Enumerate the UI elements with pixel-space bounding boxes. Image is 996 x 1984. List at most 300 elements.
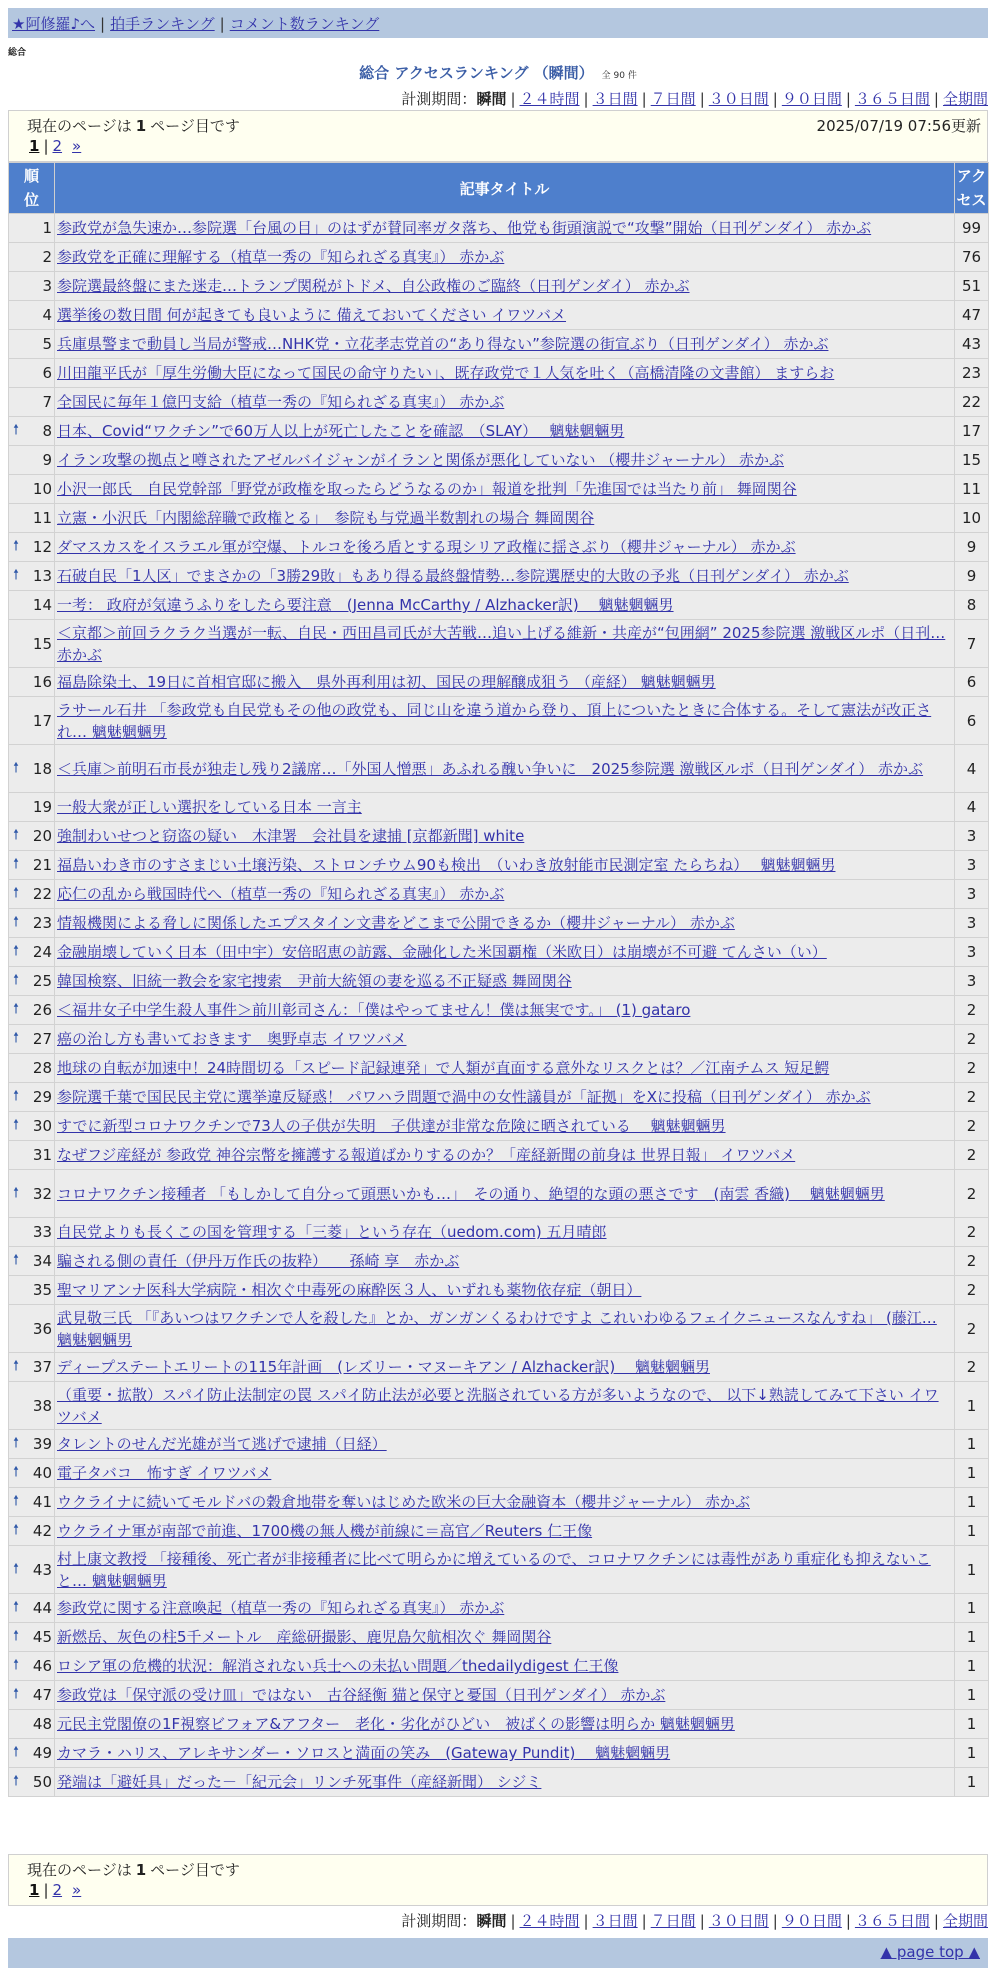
period-option-link[interactable]: ３６５日間 — [854, 90, 930, 108]
rank-up-arrow-icon: 🠕 — [13, 856, 20, 872]
title-cell — [55, 967, 955, 996]
rank-cell — [9, 668, 55, 697]
table-row — [9, 533, 989, 562]
period-option-link[interactable]: ７日間 — [650, 1912, 696, 1930]
rank-up-arrow-icon: 🠕 — [13, 1686, 20, 1702]
rank-up-arrow-icon: 🠕 — [13, 1001, 20, 1017]
access-count: 1 — [955, 1652, 989, 1681]
rank-number: 4 — [42, 306, 52, 324]
article-title-link[interactable]: 癌の治し方も書いておきます 奥野卓志 イワツバメ — [57, 1030, 407, 1048]
rank-cell — [9, 330, 55, 359]
rank-cell — [9, 417, 55, 446]
title-cell — [55, 1247, 955, 1276]
period-option-link[interactable]: ３日間 — [592, 90, 638, 108]
table-row — [9, 1546, 989, 1594]
article-title-link[interactable]: 立憲・小沢氏「内閣総辞職で政権とる」 参院も与党過半数割れの場合 舞岡関谷 — [57, 509, 595, 527]
rank-up-arrow-icon: 🠕 — [13, 1358, 20, 1374]
article-title-link[interactable]: ウクライナ軍が南部で前進、1700機の無人機が前線に＝高官／Reuters 仁王像 — [57, 1522, 593, 1540]
rank-cell — [9, 533, 55, 562]
access-count: 11 — [955, 475, 989, 504]
period-separator: | — [772, 90, 778, 108]
title-cell — [55, 475, 955, 504]
period-option-link[interactable]: ９０日間 — [781, 90, 842, 108]
rank-cell — [9, 938, 55, 967]
rank-cell — [9, 880, 55, 909]
period-separator: | — [510, 1912, 516, 1930]
article-title-link[interactable]: ＜兵庫＞前明石市長が独走し残り2議席…「外国人憎悪」あふれる醜い争いに 2025参院選 激戦区ルポ（日刊ゲンダイ） 赤かぶ — [57, 759, 924, 778]
title-cell — [55, 1430, 955, 1459]
rank-up-arrow-icon: 🠕 — [13, 972, 20, 988]
article-title-link[interactable]: （重要・拡散）スパイ防止法制定の罠 スパイ防止法が必要と洗脳されている方が多いようなので、 以下↓熟読してみて下さい イワツバメ — [57, 1385, 939, 1426]
article-title-link[interactable]: ディープステートエリートの115年計画 (レズリー・マヌーキアン / Alzhacker訳) 魑魅魍魎男 — [57, 1358, 710, 1376]
rank-cell — [9, 793, 55, 822]
page-status-after: ページ目です — [150, 1861, 240, 1879]
article-title-link[interactable]: 武見敬三氏 「『あいつはワクチンで人を殺した』とか、ガンガンくるわけですよ これいわゆるフェイクニュースなんすね」 (藤江… 魑魅魍魎男 — [57, 1308, 937, 1349]
table-row — [9, 1739, 989, 1768]
table-row — [9, 272, 989, 301]
rank-cell — [9, 475, 55, 504]
table-row — [9, 1083, 989, 1112]
table-row — [9, 1681, 989, 1710]
access-count: 2 — [955, 1141, 989, 1170]
table-row — [9, 1218, 989, 1247]
rank-cell — [9, 1459, 55, 1488]
article-title-link[interactable]: 強制わいせつと窃盗の疑い 木津署 会社員を逮捕 [京都新聞] white — [57, 827, 525, 845]
article-title-link[interactable]: ＜福井女子中学生殺人事件＞前川彰司さん：「僕はやってません！僕は無実です。」 (1) gataro — [57, 1001, 691, 1019]
page-top-link[interactable]: ▲ page top ▲ — [880, 1943, 980, 1961]
access-count: 2 — [955, 1353, 989, 1382]
title-cell — [55, 562, 955, 591]
title-cell — [55, 1083, 955, 1112]
article-title-link[interactable]: 福島いわき市のすさまじい土壌汚染、ストロンチウム90も検出 （いわき放射能市民測定室 たらちね） 魑魅魍魎男 — [57, 856, 836, 874]
rank-number: 20 — [32, 827, 52, 845]
article-title-link[interactable]: 石破自民「1人区」でまさかの「3勝29敗」もあり得る最終盤情勢…参院選歴史的大敗の予兆（日刊ゲンダイ） 赤かぶ — [57, 567, 849, 585]
title-cell — [55, 1488, 955, 1517]
table-row — [9, 1141, 989, 1170]
access-count: 1 — [955, 1546, 989, 1594]
period-current: 瞬間 — [476, 1912, 507, 1930]
title-cell — [55, 1652, 955, 1681]
rank-up-arrow-icon: 🠕 — [13, 1522, 20, 1538]
access-count: 51 — [955, 272, 989, 301]
rank-cell — [9, 1681, 55, 1710]
article-title-link[interactable]: 参院選最終盤にまた迷走…トランプ関税がトドメ、自公政権のご臨終（日刊ゲンダイ） 赤かぶ — [57, 277, 690, 295]
title-cell — [55, 620, 955, 668]
title-cell — [55, 1594, 955, 1623]
title-cell — [55, 1768, 955, 1797]
title-cell — [55, 388, 955, 417]
access-count: 1 — [955, 1739, 989, 1768]
rank-cell — [9, 1517, 55, 1546]
title-cell — [55, 1025, 955, 1054]
rank-cell — [9, 388, 55, 417]
title-cell — [55, 591, 955, 620]
col-title-header: 記事タイトル — [55, 163, 955, 214]
table-row — [9, 475, 989, 504]
rank-number: 23 — [32, 914, 52, 932]
period-separator: | — [933, 1912, 939, 1930]
title-cell — [55, 243, 955, 272]
home-link[interactable]: ★阿修羅♪へ — [12, 15, 96, 33]
rank-up-arrow-icon: 🠕 — [13, 1628, 20, 1644]
article-title-link[interactable]: 自民党よりも長くこの国を管理する「三菱」という存在（uedom.com) 五月晴郎 — [57, 1223, 607, 1241]
access-count: 2 — [955, 1025, 989, 1054]
rank-cell — [9, 851, 55, 880]
rank-number: 13 — [32, 567, 52, 585]
rank-up-arrow-icon: 🠕 — [13, 1030, 20, 1046]
rank-number: 30 — [32, 1117, 52, 1135]
title-cell — [55, 1218, 955, 1247]
page-status-before: 現在のページは — [27, 117, 132, 135]
access-count: 9 — [955, 562, 989, 591]
rank-up-arrow-icon: 🠕 — [13, 1184, 20, 1201]
rank-cell — [9, 1710, 55, 1739]
rank-cell — [9, 446, 55, 475]
rank-up-arrow-icon: 🠕 — [13, 1657, 20, 1673]
rank-cell — [9, 1382, 55, 1430]
rank-number: 12 — [32, 538, 52, 556]
title-cell — [55, 1517, 955, 1546]
page-2-link[interactable]: 2 — [52, 137, 63, 155]
article-title-link[interactable]: 参政党を正確に理解する（植草一秀の『知られざる真実』） 赤かぶ — [57, 248, 505, 266]
rank-cell — [9, 214, 55, 243]
title-cell — [55, 1353, 955, 1382]
access-count: 9 — [955, 533, 989, 562]
rank-cell — [9, 504, 55, 533]
period-separator: | — [933, 90, 939, 108]
title-cell — [55, 1276, 955, 1305]
article-title-link[interactable]: イラン攻撃の拠点と噂されたアゼルバイジャンがイランと関係が悪化していない （櫻井ジャーナル） 赤かぶ — [57, 451, 784, 469]
article-title-link[interactable]: ウクライナに続いてモルドバの穀倉地帯を奪いはじめた欧米の巨大金融資本（櫻井ジャーナル） 赤かぶ — [57, 1493, 750, 1511]
table-row — [9, 1652, 989, 1681]
rank-number: 3 — [42, 277, 52, 295]
access-count: 47 — [955, 301, 989, 330]
title-cell — [55, 822, 955, 851]
col-rank-header — [9, 163, 55, 214]
title-cell — [55, 1459, 955, 1488]
article-title-link[interactable]: 電子タバコ 怖すぎ イワツバメ — [57, 1464, 272, 1482]
article-title-link[interactable]: 地球の自転が加速中！24時間切る「スピード記録連発」で人類が直面する意外なリスクとは？／江南チムス 短足鰐 — [57, 1059, 830, 1077]
period-option-link[interactable]: 全期間 — [942, 1912, 988, 1930]
article-title-link[interactable]: 参政党が急失速か…参院選「台風の目」のはずが賛同率ガタ落ち、他党も街頭演説で“攻撃”開始（日刊ゲンダイ） 赤かぶ — [57, 219, 872, 237]
table-row — [9, 1305, 989, 1353]
article-title-link[interactable]: ロシア軍の危機的状況：解消されない兵士への未払い問題／thedailydigest 仁王像 — [57, 1657, 619, 1675]
rank-cell — [9, 243, 55, 272]
access-count: 2 — [955, 1247, 989, 1276]
article-title-link[interactable]: ダマスカスをイスラエル軍が空爆、トルコを後ろ盾とする現シリア政権に揺さぶり（櫻井ジャーナル） 赤かぶ — [57, 538, 796, 556]
table-row — [9, 880, 989, 909]
period-separator: | — [699, 90, 705, 108]
article-title-link[interactable]: 小沢一郎氏 自民党幹部「野党が政権を取ったらどうなるのか」報道を批判「先進国では当たり前」 舞岡関谷 — [57, 480, 797, 498]
period-separator: | — [583, 1912, 589, 1930]
period-option-link[interactable]: ２４時間 — [519, 1912, 580, 1930]
rank-cell — [9, 591, 55, 620]
rank-cell — [9, 1141, 55, 1170]
table-row — [9, 745, 989, 793]
rank-up-arrow-icon: 🠕 — [13, 827, 20, 843]
page-status-number: 1 — [135, 1861, 147, 1879]
page-nav — [29, 1881, 81, 1899]
rank-number: 28 — [32, 1059, 52, 1077]
table-row — [9, 1594, 989, 1623]
rank-cell — [9, 745, 55, 793]
access-count: 1 — [955, 1459, 989, 1488]
article-title-link[interactable]: 選挙後の数日間 何が起きても良いように 備えておいてください イワツバメ — [57, 306, 567, 324]
article-title-link[interactable]: ラサール石井 「参政党も自民党もその他の政党も、同じ山を違う道から登り、頂上についたときに合体する。そして憲法が改正され… 魑魅魍魎男 — [57, 700, 932, 741]
article-title-link[interactable]: 全国民に毎年１億円支給（植草一秀の『知られざる真実』） 赤かぶ — [57, 393, 505, 411]
article-title-link[interactable]: なぜフジ産経が 参政党 神谷宗幣を擁護する報道ばかりするのか？「産経新聞の前身は 世界日報」 イワツバメ — [57, 1146, 796, 1164]
next-page-link[interactable]: » — [72, 1881, 82, 1899]
title-cell — [55, 1112, 955, 1141]
rank-number: 10 — [32, 480, 52, 498]
table-row — [9, 996, 989, 1025]
title-cell — [55, 938, 955, 967]
rank-number: 49 — [32, 1744, 52, 1762]
rank-up-arrow-icon: 🠕 — [13, 422, 20, 438]
rank-number: 35 — [32, 1281, 52, 1299]
article-title-link[interactable]: 川田龍平氏が「厚生労働大臣になって国民の命守りたい」、既存政党で１人気を吐く（高橋清隆の文書館） ますらお — [57, 364, 835, 382]
table-row — [9, 909, 989, 938]
rank-number: 18 — [32, 759, 52, 778]
table-row — [9, 301, 989, 330]
rank-cell — [9, 620, 55, 668]
access-count: 2 — [955, 1054, 989, 1083]
article-title-link[interactable]: 参政党は「保守派の受け皿」ではない 古谷経衡 猫と保守と憂国（日刊ゲンダイ） 赤かぶ — [57, 1686, 666, 1704]
title-cell — [55, 1141, 955, 1170]
rank-up-arrow-icon: 🠕 — [13, 1464, 20, 1480]
article-title-link[interactable]: ＜京都＞前回ラクラク当選が一転、自民・西田昌司氏が大苦戦…追い上げる維新・共産が“包囲網” 2025参院選 激戦区ルポ（日刊… 赤かぶ — [57, 623, 946, 664]
access-count: 2 — [955, 1276, 989, 1305]
table-row — [9, 1430, 989, 1459]
rank-number: 9 — [42, 451, 52, 469]
rank-cell — [9, 1083, 55, 1112]
rank-number: 27 — [32, 1030, 52, 1048]
access-count: 1 — [955, 1594, 989, 1623]
article-title-link[interactable]: 金融崩壊していく日本（田中宇）安倍昭恵の訪露、金融化した米国覇権（米欧日）は崩壊が不可避 てんさい（い） — [57, 943, 827, 961]
page-2-link[interactable]: 2 — [52, 1881, 63, 1899]
access-count: 3 — [955, 938, 989, 967]
period-option-link[interactable]: ３６５日間 — [854, 1912, 930, 1930]
rank-up-arrow-icon: 🠕 — [13, 1599, 20, 1615]
rank-number: 15 — [32, 634, 52, 653]
period-option-link[interactable]: ３日間 — [592, 1912, 638, 1930]
rank-number: 50 — [32, 1773, 52, 1791]
table-row — [9, 388, 989, 417]
rank-number: 8 — [42, 422, 52, 440]
article-title-link[interactable]: カマラ・ハリス、アレキサンダー・ソロスと満面の笑み (Gateway Pundit) 魑魅魍魎男 — [57, 1744, 671, 1762]
rank-up-arrow-icon: 🠕 — [13, 1773, 20, 1789]
rank-number: 5 — [42, 335, 52, 353]
rank-up-arrow-icon: 🠕 — [13, 1560, 20, 1577]
access-count: 3 — [955, 880, 989, 909]
period-separator: | — [583, 90, 589, 108]
period-option-link[interactable]: ３０日間 — [708, 90, 769, 108]
access-count: 3 — [955, 822, 989, 851]
access-count: 8 — [955, 591, 989, 620]
article-title-link[interactable]: 聖マリアンナ医科大学病院・相次ぐ中毒死の麻酔医３人、いずれも薬物依存症（朝日） — [57, 1281, 642, 1299]
access-count: 22 — [955, 388, 989, 417]
rank-up-arrow-icon: 🠕 — [13, 1252, 20, 1268]
table-row — [9, 359, 989, 388]
rank-up-arrow-icon: 🠕 — [13, 1435, 20, 1451]
bottom-bar — [8, 1938, 988, 1968]
rank-number: 37 — [32, 1358, 52, 1376]
article-title-link[interactable]: コロナワクチン接種者 「もしかして自分って頭悪いかも…」 その通り、絶望的な頭の悪さです (南雲 香織) 魑魅魍魎男 — [57, 1184, 885, 1203]
access-count: 4 — [955, 745, 989, 793]
title-cell — [55, 272, 955, 301]
article-title-link[interactable]: 参政党に関する注意喚起（植草一秀の『知られざる真実』） 赤かぶ — [57, 1599, 505, 1617]
access-count: 15 — [955, 446, 989, 475]
rank-number: 31 — [32, 1146, 52, 1164]
access-count: 1 — [955, 1430, 989, 1459]
period-option-link[interactable]: ７日間 — [650, 90, 696, 108]
title-cell — [55, 214, 955, 243]
article-title-link[interactable]: すでに新型コロナワクチンで73人の子供が失明 子供達が非常な危険に晒されている 魑魅魍魎男 — [57, 1117, 726, 1135]
rank-cell — [9, 1276, 55, 1305]
rank-number: 43 — [32, 1560, 52, 1579]
page-nav-separator: | — [43, 1881, 49, 1899]
access-count: 1 — [955, 1710, 989, 1739]
rank-up-arrow-icon: 🠕 — [13, 943, 20, 959]
comment-ranking-link[interactable]: コメント数ランキング — [229, 15, 380, 33]
rank-number: 2 — [42, 248, 52, 266]
title-cell — [55, 697, 955, 745]
nav-separator: | — [100, 15, 106, 33]
article-title-link[interactable]: 発端は「避妊具」だった－「紀元会」リンチ死事件（産経新聞） シジミ — [57, 1773, 542, 1791]
access-count: 1 — [955, 1681, 989, 1710]
title-cell — [55, 446, 955, 475]
table-row — [9, 1247, 989, 1276]
page-status — [27, 1859, 240, 1880]
clap-ranking-link[interactable]: 拍手ランキング — [110, 15, 215, 33]
table-row — [9, 1054, 989, 1083]
table-row — [9, 793, 989, 822]
article-title-link[interactable]: 参院選千葉で国民民主党に選挙違反疑惑！ パワハラ問題で渦中の女性議員が「証拠」をXに投稿（日刊ゲンダイ） 赤かぶ — [57, 1088, 871, 1106]
rank-cell — [9, 272, 55, 301]
rank-cell — [9, 1488, 55, 1517]
rank-number: 7 — [42, 393, 52, 411]
table-row — [9, 214, 989, 243]
rank-cell — [9, 697, 55, 745]
period-selector-bottom — [401, 1910, 988, 1931]
rank-up-arrow-icon: 🠕 — [13, 1744, 20, 1760]
table-row — [9, 620, 989, 668]
rank-number: 24 — [32, 943, 52, 961]
article-title-link[interactable]: タレントのせんだ光雄が当て逃げで逮捕（日経） — [57, 1435, 387, 1453]
rank-cell — [9, 909, 55, 938]
rank-number: 48 — [32, 1715, 52, 1733]
article-title-link[interactable]: 村上康文教授 「接種後、死亡者が非接種者に比べて明らかに増えているので、コロナワクチンには毒性があり重症化も抑えないこと… 魑魅魍魎男 — [57, 1549, 931, 1590]
access-count: 7 — [955, 620, 989, 668]
period-option-link[interactable]: ９０日間 — [781, 1912, 842, 1930]
ranking-title: 総合 アクセスランキング （瞬間） — [359, 64, 594, 82]
pager-top — [8, 110, 988, 162]
period-separator: | — [772, 1912, 778, 1930]
rank-up-arrow-icon: 🠕 — [13, 885, 20, 901]
top-nav-links — [12, 13, 379, 34]
article-title-link[interactable]: 元民主党閣僚の1F視察ビフォア&アフター 老化・劣化がひどい 被ばくの影響は明らか 魑魅魍魎男 — [57, 1715, 735, 1733]
rank-cell — [9, 1025, 55, 1054]
title-cell — [55, 1739, 955, 1768]
title-cell — [55, 668, 955, 697]
table-header — [9, 163, 989, 214]
rank-number: 25 — [32, 972, 52, 990]
rank-number: 14 — [32, 596, 52, 614]
period-current: 瞬間 — [476, 90, 507, 108]
rank-number: 42 — [32, 1522, 52, 1540]
title-cell — [55, 1170, 955, 1218]
title-cell — [55, 1681, 955, 1710]
access-count: 1 — [955, 1488, 989, 1517]
title-cell — [55, 533, 955, 562]
access-count: 3 — [955, 851, 989, 880]
period-label: 計測期間： — [401, 90, 477, 108]
access-count: 99 — [955, 214, 989, 243]
rank-cell — [9, 1768, 55, 1797]
title-cell — [55, 359, 955, 388]
access-count: 6 — [955, 668, 989, 697]
title-cell — [55, 301, 955, 330]
rank-number: 38 — [32, 1396, 52, 1415]
rank-cell — [9, 1218, 55, 1247]
table-row — [9, 668, 989, 697]
title-cell — [55, 745, 955, 793]
article-title-link[interactable]: 騙される側の責任（伊丹万作氏の抜粋） 孫崎 享 赤かぶ — [57, 1252, 460, 1270]
next-page-link[interactable]: » — [72, 137, 82, 155]
rank-number: 40 — [32, 1464, 52, 1482]
table-row — [9, 1276, 989, 1305]
table-row — [9, 1112, 989, 1141]
rank-cell — [9, 996, 55, 1025]
article-title-link[interactable]: 一般大衆が正しい選択をしている日本 一言主 — [57, 798, 362, 816]
table-row — [9, 967, 989, 996]
article-title-link[interactable]: 日本、Covid“ワクチン”で60万人以上が死亡したことを確認 （SLAY） 魑魅魍魎男 — [57, 422, 625, 440]
page-status — [27, 115, 240, 136]
table-row — [9, 851, 989, 880]
rank-number: 47 — [32, 1686, 52, 1704]
table-row — [9, 1488, 989, 1517]
article-title-link[interactable]: 一考： 政府が気違うふりをしたら要注意 (Jenna McCarthy / Alzhacker訳) 魑魅魍魎男 — [57, 596, 674, 614]
article-title-link[interactable]: 応仁の乱から戦国時代へ（植草一秀の『知られざる真実』） 赤かぶ — [57, 885, 505, 903]
table-row — [9, 591, 989, 620]
rank-number: 1 — [42, 219, 52, 237]
current-page: 1 — [29, 1881, 40, 1899]
page-status-before: 現在のページは — [27, 1861, 132, 1879]
access-count: 1 — [955, 1768, 989, 1797]
rank-number: 33 — [32, 1223, 52, 1241]
article-title-link[interactable]: 福島除染土、19日に首相官邸に搬入 県外再利用は初、国民の理解醸成狙う （産経） 魑魅魍魎男 — [57, 673, 716, 691]
article-title-link[interactable]: 情報機関による脅しに関係したエプスタイン文書をどこまで公開できるか（櫻井ジャーナル） 赤かぶ — [57, 914, 735, 932]
board-label: 総合 — [8, 48, 27, 58]
title-cell — [55, 1054, 955, 1083]
rank-number: 19 — [32, 798, 52, 816]
article-title-link[interactable]: 新燃岳、灰色の柱5千メートル 産総研撮影、鹿児島欠航相次ぐ 舞岡関谷 — [57, 1628, 552, 1646]
period-separator: | — [845, 90, 851, 108]
access-count: 17 — [955, 417, 989, 446]
article-title-link[interactable]: 韓国検察、旧統一教会を家宅捜索 尹前大統領の妻を巡る不正疑惑 舞岡関谷 — [57, 972, 572, 990]
rank-number: 34 — [32, 1252, 52, 1270]
article-title-link[interactable]: 兵庫県警まで動員し当局が警戒…NHK党・立花孝志党首の“あり得ない”参院選の街宣ぶり（日刊ゲンダイ） 赤かぶ — [57, 335, 829, 353]
rank-number: 26 — [32, 1001, 52, 1019]
title-cell — [55, 1305, 955, 1353]
col-access-header — [955, 163, 989, 214]
rank-up-arrow-icon: 🠕 — [13, 759, 20, 776]
rank-cell — [9, 359, 55, 388]
period-option-link[interactable]: ３０日間 — [708, 1912, 769, 1930]
period-option-link[interactable]: ２４時間 — [519, 90, 580, 108]
period-option-link[interactable]: 全期間 — [942, 90, 988, 108]
col-rank-label: 順位 — [23, 167, 39, 209]
